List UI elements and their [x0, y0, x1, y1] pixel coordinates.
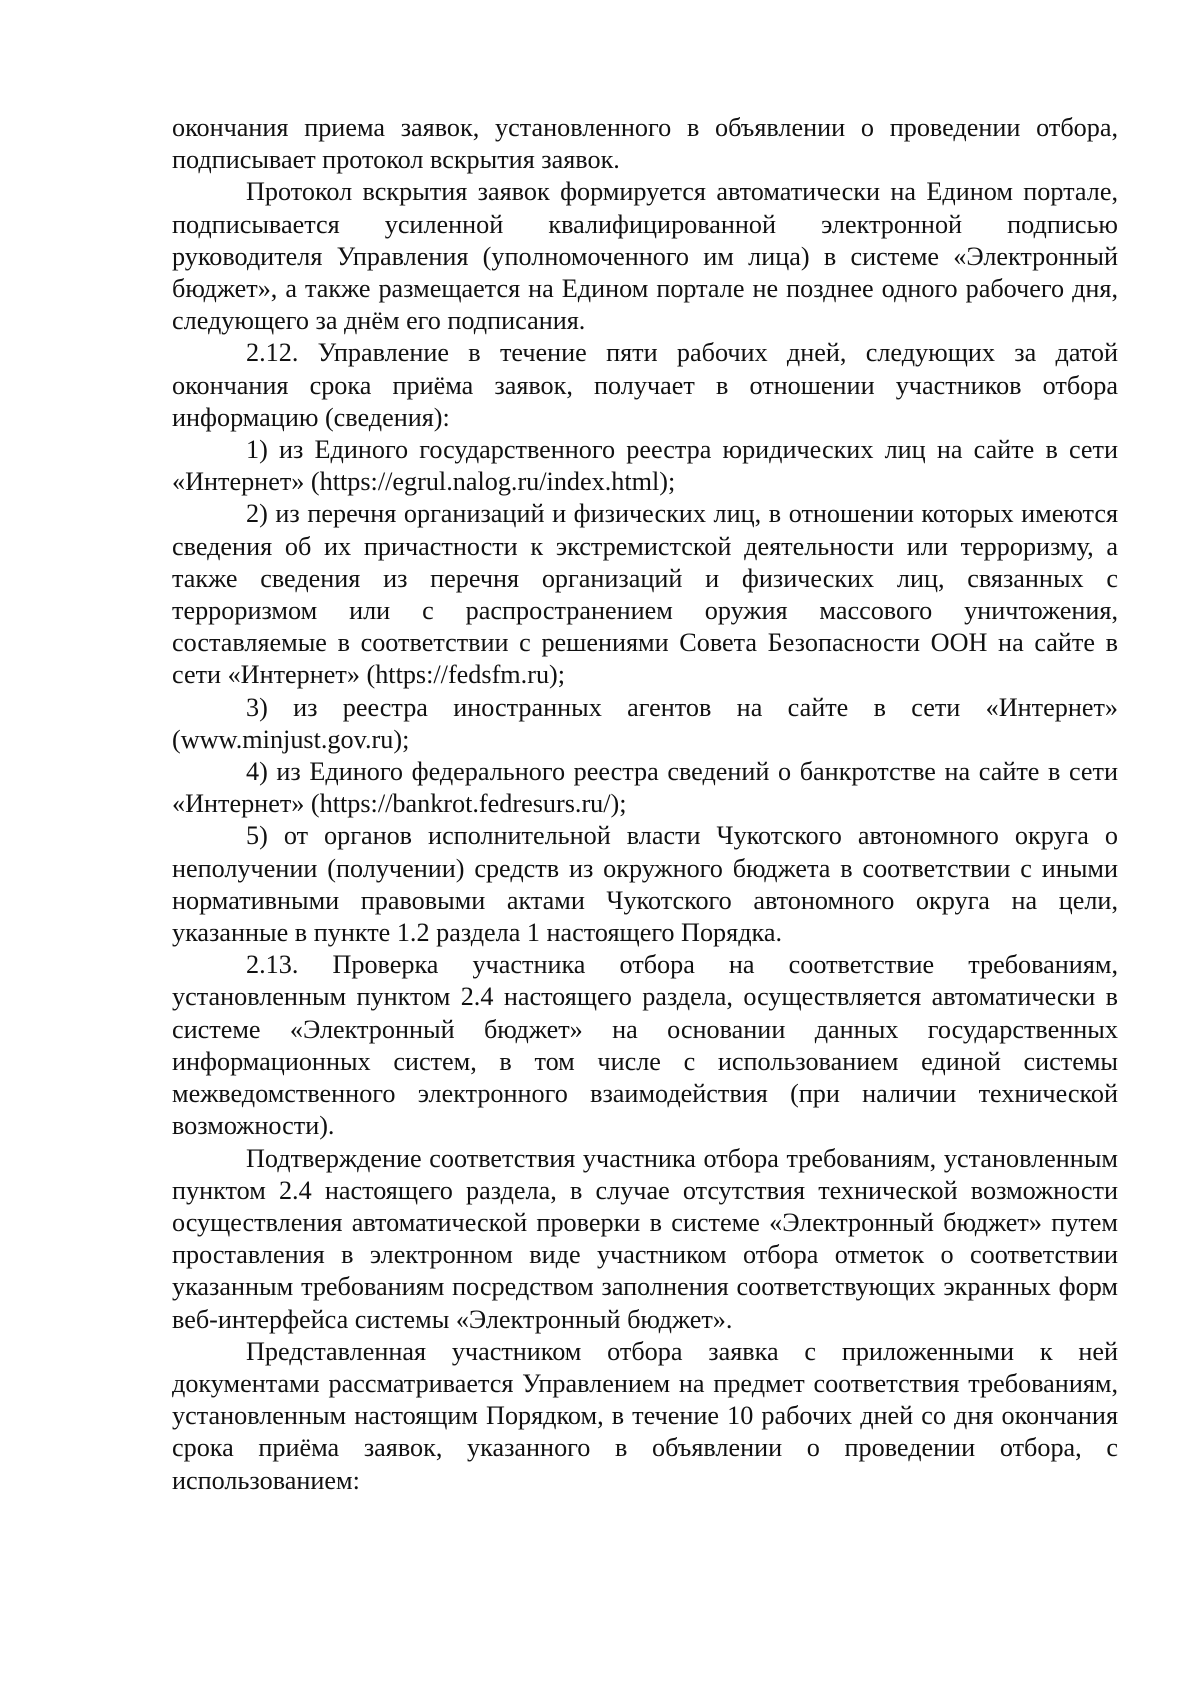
list-item: 5) от органов исполнительной власти Чукотского автономного округа о неполучении (получении) средств из окружного бюджета в соответствии с иными нормативными правовыми актами Чукотского автономного округа на цели, указанные в пункте 1.2 раздела 1 настоящего Порядка. [172, 821, 1118, 948]
list-item: 2) из перечня организаций и физических лиц, в отношении которых имеются сведения об их причастности к экстремистской деятельности или терроризму, а также сведения из перечня организаций и физических лиц, связанных с терроризмом или с распространением оружия массового уничтожения, составляемые в соответствии с решениями Совета Безопасности ООН на сайте в сети «Интернет» (https://fedsfm.ru); [172, 499, 1118, 690]
list-item: 3) из реестра иностранных агентов на сайте в сети «Интернет» (www.minjust.gov.ru); [172, 692, 1118, 754]
list-item: 4) из Единого федерального реестра сведений о банкротстве на сайте в сети «Интернет» (https://bankrot.fedresurs.ru/); [172, 757, 1118, 819]
document-body [172, 112, 1118, 1497]
paragraph-section-2-12: 2.12. Управление в течение пяти рабочих дней, следующих за датой окончания срока приёма заявок, получает в отношении участников отбора информацию (сведения): [172, 338, 1118, 432]
paragraph: Протокол вскрытия заявок формируется автоматически на Едином портале, подписывается усиленной квалифицированной электронной подписью руководителя Управления (уполномоченного им лица) в системе «Электронный бюджет», а также размещается на Едином портале не позднее одного рабочего дня, следующего за днём его подписания. [172, 177, 1118, 336]
paragraph: Подтверждение соответствия участника отбора требованиям, установленным пунктом 2.4 настоящего раздела, в случае отсутствия технической возможности осуществления автоматической проверки в системе «Электронный бюджет» путем проставления в электронном виде участником отбора отметок о соответствии указанным требованиям посредством заполнения соответствующих экранных форм веб-интерфейса системы «Электронный бюджет». [172, 1143, 1118, 1334]
paragraph: Представленная участником отбора заявка с приложенными к ней документами рассматривается Управлением на предмет соответствия требованиям, установленным настоящим Порядком, в течение 10 рабочих дней со дня окончания срока приёма заявок, указанного в объявлении о проведении отбора, с использованием: [172, 1336, 1118, 1495]
paragraph: окончания приема заявок, установленного в объявлении о проведении отбора, подписывает протокол вскрытия заявок. [172, 113, 1118, 175]
paragraph-section-2-13: 2.13. Проверка участника отбора на соответствие требованиям, установленным пунктом 2.4 настоящего раздела, осуществляется автоматически в системе «Электронный бюджет» на основании данных государственных информационных систем, в том числе с использованием единой системы межведомственного электронного взаимодействия (при наличии технической возможности). [172, 950, 1118, 1141]
list-item: 1) из Единого государственного реестра юридических лиц на сайте в сети «Интернет» (https://egrul.nalog.ru/index.html); [172, 435, 1118, 497]
